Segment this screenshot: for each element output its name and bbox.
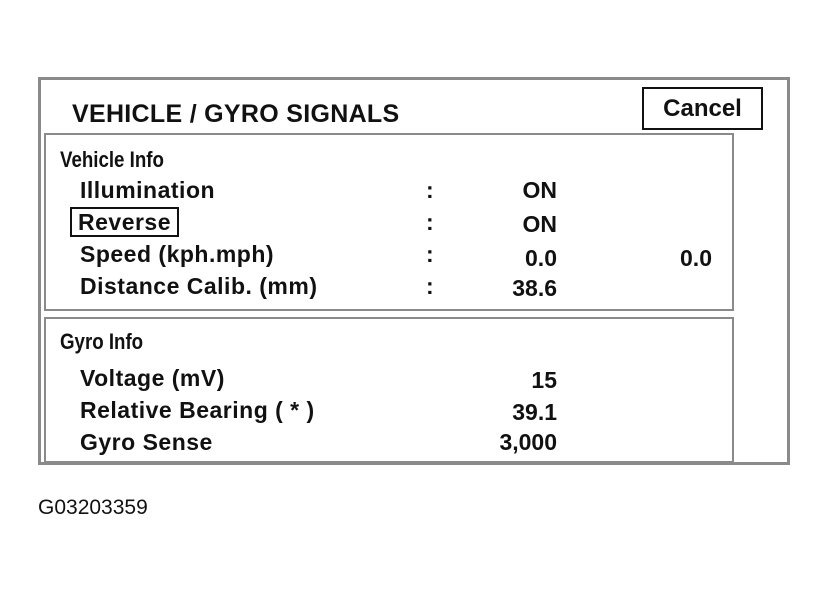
reverse-label[interactable]: Reverse bbox=[70, 207, 179, 237]
page-title: VEHICLE / GYRO SIGNALS bbox=[72, 100, 400, 128]
reverse-item[interactable] bbox=[80, 209, 179, 236]
voltage-label: Voltage (mV) bbox=[80, 365, 225, 391]
reverse-value: ON bbox=[522, 211, 557, 237]
reverse-colon: : bbox=[426, 209, 434, 235]
voltage-value: 15 bbox=[531, 367, 557, 393]
vehicle-info-heading: Vehicle Info bbox=[60, 147, 164, 172]
illumination-label: Illumination bbox=[80, 177, 216, 203]
illumination-value: ON bbox=[522, 177, 557, 203]
distance-calib-colon: : bbox=[426, 273, 434, 299]
speed-mph-value: 0.0 bbox=[680, 245, 712, 271]
speed-colon: : bbox=[426, 241, 434, 267]
relative-bearing-label: Relative Bearing ( * ) bbox=[80, 397, 315, 423]
figure-caption: G03203359 bbox=[38, 496, 148, 519]
gyro-sense-value: 3,000 bbox=[499, 429, 557, 455]
gyro-info-heading: Gyro Info bbox=[60, 329, 144, 354]
speed-kph-value: 0.0 bbox=[525, 245, 557, 271]
speed-label: Speed (kph.mph) bbox=[80, 241, 275, 267]
gyro-info-panel bbox=[44, 317, 734, 463]
cancel-button[interactable]: Cancel bbox=[642, 87, 763, 130]
distance-calib-value: 38.6 bbox=[512, 275, 557, 301]
relative-bearing-value: 39.1 bbox=[512, 399, 557, 425]
illumination-colon: : bbox=[426, 177, 434, 203]
distance-calib-label: Distance Calib. (mm) bbox=[80, 273, 318, 299]
vehicle-info-panel bbox=[44, 133, 734, 311]
gyro-sense-label: Gyro Sense bbox=[80, 429, 213, 455]
